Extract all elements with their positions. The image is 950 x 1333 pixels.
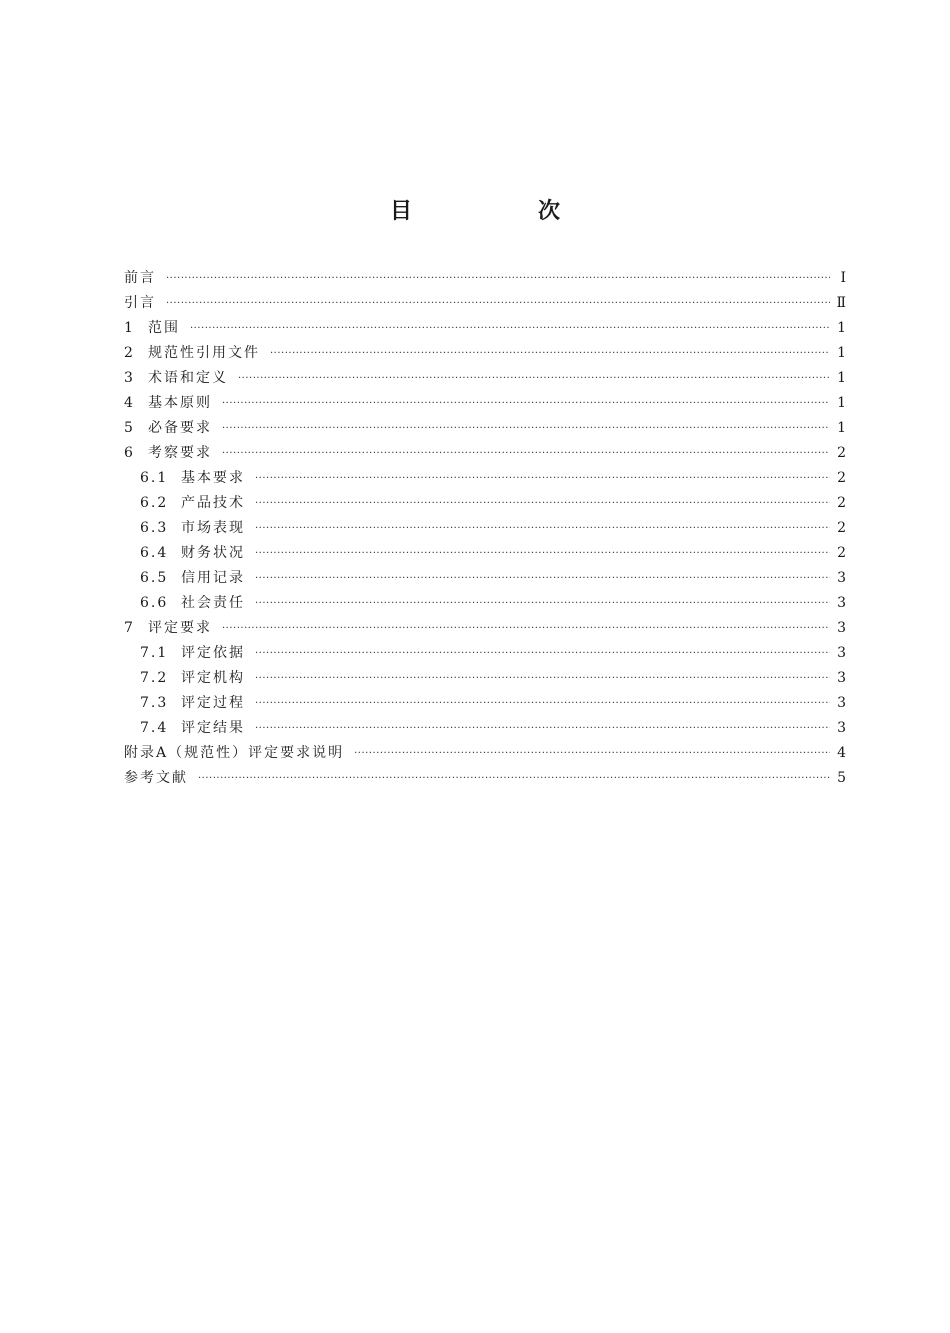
toc-entry-number: 7.3 <box>140 695 169 711</box>
toc-entry-number: 7.2 <box>140 670 169 686</box>
toc-entry-title: 社会责任 <box>181 595 245 611</box>
toc-entry[interactable] <box>124 591 846 616</box>
toc-entry-page: Ⅰ <box>840 270 846 286</box>
toc-entry-title: 附录A（规范性）评定要求说明 <box>124 745 345 761</box>
toc-dot-leader <box>238 366 830 391</box>
toc-entry-page: 1 <box>837 420 846 436</box>
toc-dot-leader <box>354 741 830 766</box>
toc-dot-leader <box>166 291 830 316</box>
toc-entry[interactable] <box>124 341 846 366</box>
toc-entry-page: 2 <box>837 520 846 536</box>
toc-entry-title: 评定机构 <box>181 670 245 686</box>
toc-entry-title: 评定结果 <box>181 720 245 736</box>
toc-entry[interactable] <box>124 666 846 691</box>
toc-entry[interactable] <box>124 416 846 441</box>
toc-entry-title: 引言 <box>124 295 156 311</box>
toc-entry-page: 1 <box>837 320 846 336</box>
toc-entry-title: 评定要求 <box>148 620 212 636</box>
toc-entry-title: 术语和定义 <box>148 370 228 386</box>
toc-entry-title: 产品技术 <box>181 495 245 511</box>
toc-dot-leader <box>270 341 830 366</box>
toc-entry[interactable] <box>124 491 846 516</box>
toc-entry-page: 1 <box>837 345 846 361</box>
toc-entry[interactable] <box>124 516 846 541</box>
toc-dot-leader <box>222 441 830 466</box>
toc-entry-page: Ⅱ <box>836 295 846 311</box>
toc-entry[interactable] <box>124 716 846 741</box>
toc-entry[interactable] <box>124 441 846 466</box>
toc-entry-page: 2 <box>837 470 846 486</box>
toc-entry-page: 3 <box>837 720 846 736</box>
toc-entry[interactable] <box>124 316 846 341</box>
toc-entry-title: 规范性引用文件 <box>148 345 260 361</box>
toc-dot-leader <box>222 391 830 416</box>
toc-entry-title: 范围 <box>148 320 180 336</box>
toc-entry[interactable] <box>124 641 846 666</box>
toc-entry-page: 3 <box>837 670 846 686</box>
toc-dot-leader <box>255 691 830 716</box>
toc-entry-title: 基本原则 <box>148 395 212 411</box>
toc-entry[interactable] <box>124 391 846 416</box>
toc-dot-leader <box>198 766 830 791</box>
toc-entry[interactable] <box>124 541 846 566</box>
toc-entry-page: 1 <box>837 395 846 411</box>
toc-entry-title: 必备要求 <box>148 420 212 436</box>
toc-dot-leader <box>255 641 830 666</box>
toc-entry-number: 6.4 <box>140 545 169 561</box>
toc-dot-leader <box>255 466 830 491</box>
toc-dot-leader <box>255 491 830 516</box>
toc-entry-page: 3 <box>837 620 846 636</box>
toc-entry-number: 1 <box>124 320 135 336</box>
page-title: 目 次 <box>389 199 612 224</box>
toc-entry-title: 评定依据 <box>181 645 245 661</box>
toc-dot-leader <box>255 566 830 591</box>
toc-entry[interactable] <box>124 466 846 491</box>
toc-entry-page: 4 <box>837 745 846 761</box>
toc-entry-title: 参考文献 <box>124 770 188 786</box>
toc-entry[interactable] <box>124 566 846 591</box>
toc-entry[interactable] <box>124 616 846 641</box>
toc-entry-number: 6.1 <box>140 470 169 486</box>
toc-dot-leader <box>255 541 830 566</box>
toc-entry-number: 6 <box>124 445 135 461</box>
toc-entry[interactable] <box>124 741 846 766</box>
table-of-contents <box>124 266 846 791</box>
toc-dot-leader <box>190 316 830 341</box>
toc-entry[interactable] <box>124 266 846 291</box>
toc-entry-page: 2 <box>837 545 846 561</box>
toc-entry-number: 3 <box>124 370 135 386</box>
toc-entry-number: 6.2 <box>140 495 169 511</box>
toc-entry-page: 3 <box>837 645 846 661</box>
toc-dot-leader <box>222 416 830 441</box>
toc-entry-page: 5 <box>837 770 846 786</box>
toc-dot-leader <box>255 591 830 616</box>
toc-entry-page: 2 <box>837 445 846 461</box>
toc-entry-page: 1 <box>837 370 846 386</box>
toc-entry-number: 6.6 <box>140 595 169 611</box>
toc-dot-leader <box>166 266 830 291</box>
toc-entry-title: 市场表现 <box>181 520 245 536</box>
toc-entry[interactable] <box>124 291 846 316</box>
toc-dot-leader <box>222 616 830 641</box>
toc-entry-page: 2 <box>837 495 846 511</box>
toc-entry-title: 基本要求 <box>181 470 245 486</box>
toc-entry-number: 7.1 <box>140 645 169 661</box>
toc-entry-page: 3 <box>837 570 846 586</box>
toc-entry-number: 2 <box>124 345 135 361</box>
toc-dot-leader <box>255 716 830 741</box>
toc-dot-leader <box>255 516 830 541</box>
toc-entry-page: 3 <box>837 595 846 611</box>
toc-dot-leader <box>255 666 830 691</box>
toc-entry-number: 4 <box>124 395 135 411</box>
toc-entry-title: 财务状况 <box>181 545 245 561</box>
toc-entry-title: 信用记录 <box>181 570 245 586</box>
toc-entry-number: 6.5 <box>140 570 169 586</box>
toc-entry-title: 前言 <box>124 270 156 286</box>
toc-entry-number: 6.3 <box>140 520 169 536</box>
toc-entry[interactable] <box>124 766 846 791</box>
toc-entry[interactable] <box>124 366 846 391</box>
toc-entry-title: 评定过程 <box>181 695 245 711</box>
toc-entry-page: 3 <box>837 695 846 711</box>
toc-entry-number: 5 <box>124 420 135 436</box>
toc-entry-number: 7.4 <box>140 720 169 736</box>
toc-entry-title: 考察要求 <box>148 445 212 461</box>
toc-entry[interactable] <box>124 691 846 716</box>
toc-entry-number: 7 <box>124 620 135 636</box>
